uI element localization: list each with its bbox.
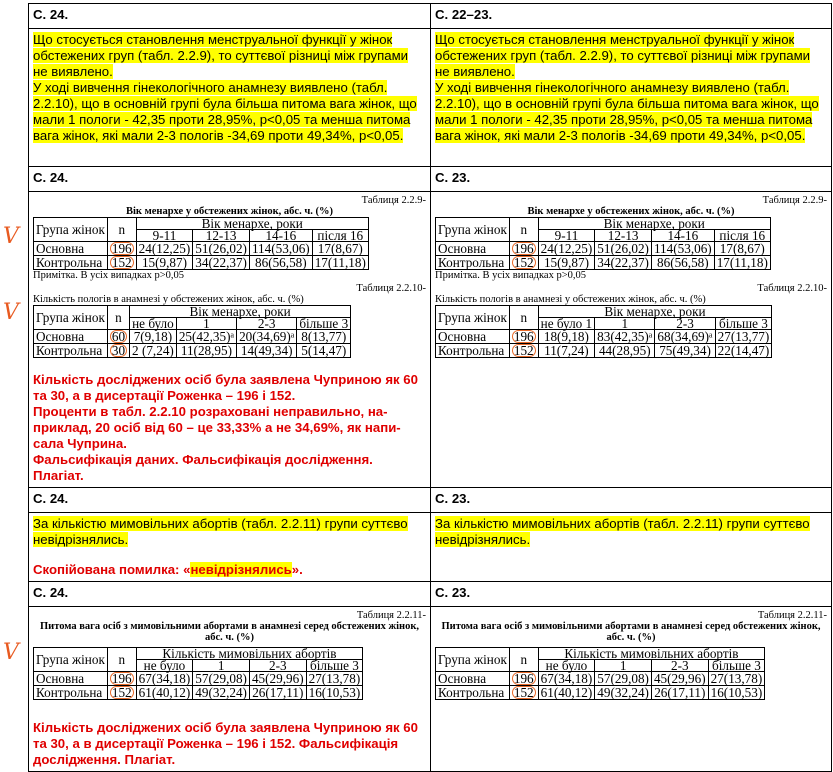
falsification-note-2: Кількість досліджених осіб була заявлена Чуприною як 60 та 30, а в дисертації Роженка – 196 і 152. Фальсифікація дослідження. Плагіат.: [33, 720, 418, 767]
cell: 67(34,18): [136, 672, 193, 686]
cell: 17(11,18): [312, 256, 368, 270]
col-header: 2-3: [249, 660, 306, 672]
col-header-n: n: [107, 306, 129, 330]
table-caption-title: Питома вага осіб з мимовільними абортами в анамнезі серед обстежених жінок, абс. ч. (%): [40, 621, 419, 643]
table-caption-number: Таблиця 2.2.11-: [356, 610, 426, 621]
table-2-2-11-left: [33, 610, 426, 700]
col-header-span: Вік менархе, роки: [136, 218, 368, 230]
circled-n: 60: [111, 329, 126, 344]
cell: Контрольна: [34, 686, 108, 700]
table-row: [34, 344, 351, 358]
cell: Основна: [34, 672, 108, 686]
cell: 67(34,18): [538, 672, 595, 686]
table-note: Примітка. В усіх випадках р>0,05: [33, 270, 185, 281]
page-ref-right-3: С. 23.: [431, 488, 832, 513]
table-caption-number: Таблиця 2.2.10-: [356, 283, 426, 294]
highlighted-paragraph: За кількістю мимовільних абортів (табл. 2.2.11) групи суттєво невідрізнялись.: [33, 516, 408, 547]
highlighted-paragraph: У ході вивчення гінекологічного анамнезу виявлено (табл. 2.2.10), що в основній групі була більша питома вага жінок, що мали 1 пологи - 42,35 проти 28,95%, р<0,05 та менша питома вага жінок, які мали 2-3 пологів -34,69 проти 49,34%, р<0,05.: [33, 80, 417, 143]
red-text: Проценти в табл. 2.2.10 розраховані неправильно, на-приклад, 20 осіб від 60 – це 33,33% а не 34,69%, як напи-сала Чуприна.: [33, 404, 401, 451]
cell: 26(17,11): [249, 686, 306, 700]
page-ref-left-2: С. 24.: [29, 167, 431, 192]
col-header: 12-13: [595, 230, 652, 242]
highlighted-paragraph: Що стосується становлення менструальної функції у жінок обстежених груп (табл. 2.2.9), то суттєвої різниці між групами не виявлено.: [435, 32, 811, 79]
cell: 27(13,78): [306, 672, 363, 686]
check-mark-icon: V: [3, 300, 19, 325]
cell: 17(8,67): [312, 242, 368, 256]
col-header-span: Вік менархе, роки: [130, 306, 351, 318]
cell: 24(12,25): [538, 242, 595, 256]
col-header: не було: [130, 318, 177, 330]
cell: Контрольна: [436, 344, 510, 358]
col-header: після 16: [714, 230, 770, 242]
col-header: 9-11: [538, 230, 595, 242]
table-row: [34, 242, 369, 256]
circled-n: 196: [111, 241, 132, 256]
table-caption-title: Кількість пологів в анамнезі у обстежених жінок, абс. ч. (%): [33, 294, 304, 305]
cell: 2 (7,24): [130, 344, 177, 358]
col-header: 1: [176, 318, 236, 330]
cell: 16(10,53): [306, 686, 363, 700]
col-header: більше 3: [306, 660, 363, 672]
abortions-table: [33, 647, 363, 700]
menarche-table: [33, 217, 369, 270]
cell: 15(9,87): [538, 256, 595, 270]
cell: 22(14,47): [715, 344, 772, 358]
circled-n: 196: [513, 329, 534, 344]
cell: 45(29,96): [651, 672, 708, 686]
col-header-span: Кількість мимовільних абортів: [136, 648, 363, 660]
highlighted-word: невідрізнялись: [190, 562, 292, 577]
red-text: Кількість досліджених осіб була заявлена Чуприною як 60 та 30, а в дисертації Роженка – 196 і 152.: [33, 372, 418, 403]
cell: 86(56,58): [651, 256, 714, 270]
col-header-group: Група жінок: [34, 306, 108, 330]
falsification-note-1: [33, 372, 426, 484]
col-header: 9-11: [136, 230, 193, 242]
col-header-span: Кількість мимовільних абортів: [538, 648, 765, 660]
cell: 114(53,06): [249, 242, 312, 256]
col-header: 2-3: [237, 318, 297, 330]
cell: 51(26,02): [193, 242, 250, 256]
cell: 8(13,77): [297, 330, 351, 344]
col-header-n: n: [107, 648, 136, 672]
cell: 27(13,78): [708, 672, 765, 686]
table-row: [436, 330, 772, 344]
col-header: 14-16: [651, 230, 714, 242]
text-cell-right-1: [431, 29, 832, 167]
abortions-table: [435, 647, 765, 700]
red-text: ».: [291, 562, 303, 577]
red-text: Фальсифікація даних. Фальсифікація дослідження. Плагіат.: [33, 452, 373, 483]
cell: 75(49,34): [655, 344, 715, 358]
table-row: [34, 672, 363, 686]
table-caption-title: Кількість пологів в анамнезі у обстежених жінок, абс. ч. (%): [435, 294, 706, 305]
cell: 16(10,53): [708, 686, 765, 700]
scan-cell-right-2: [431, 607, 832, 772]
cell: 34(22,37): [595, 256, 652, 270]
table-caption-title: Вік менархе у обстежених жінок, абс. ч. (%): [126, 206, 333, 217]
cell: Контрольна: [34, 344, 108, 358]
circled-n: 30: [111, 343, 126, 358]
cell: 49(32,24): [595, 686, 652, 700]
circled-n: 196: [513, 671, 534, 686]
page-ref-right-4: С. 23.: [431, 582, 832, 607]
cell: 45(29,96): [249, 672, 306, 686]
table-row: [436, 686, 765, 700]
table-row: [34, 330, 351, 344]
circled-n: 152: [513, 343, 534, 358]
cell: 34(22,37): [193, 256, 250, 270]
table-note: Примітка. В усіх випадках р>0,05: [435, 270, 587, 281]
table-2-2-11-right: [435, 610, 827, 700]
col-header-group: Група жінок: [436, 218, 510, 242]
cell: 11(7,24): [538, 344, 595, 358]
col-header: не було: [136, 660, 193, 672]
births-table: [33, 305, 351, 358]
col-header: більше 3: [708, 660, 765, 672]
table-caption-title: Вік менархе у обстежених жінок, абс. ч. (%): [527, 206, 735, 217]
cell: 25(42,35)ᵃ: [176, 330, 236, 344]
col-header: 14-16: [249, 230, 312, 242]
col-header-n: n: [107, 218, 136, 242]
table-row: [436, 242, 771, 256]
col-header-n: n: [509, 306, 538, 330]
cell: 15(9,87): [136, 256, 193, 270]
cell: Основна: [436, 330, 510, 344]
highlighted-paragraph: Що стосується становлення менструальної функції у жінок обстежених груп (табл. 2.2.9), то суттєвої різниці між групами не виявлено.: [33, 32, 409, 79]
col-header-span: Вік менархе, роки: [538, 218, 770, 230]
circled-n: 152: [513, 255, 534, 270]
text-cell-left-2: [29, 513, 431, 582]
cell: 20(34,69)ᵃ: [237, 330, 297, 344]
page-ref-right-2: С. 23.: [431, 167, 832, 192]
cell: 17(8,67): [714, 242, 770, 256]
circled-n: 196: [513, 241, 534, 256]
cell: 11(28,95): [176, 344, 236, 358]
circled-n: 152: [111, 255, 132, 270]
table-row: [436, 344, 772, 358]
table-caption-number: Таблиця 2.2.9-: [762, 195, 827, 206]
check-mark-icon: V: [3, 224, 19, 249]
table-caption-number: Таблиця 2.2.9-: [361, 195, 426, 206]
cell: 49(32,24): [193, 686, 250, 700]
cell: 86(56,58): [249, 256, 312, 270]
scan-cell-left-2: [29, 607, 431, 772]
cell: 26(17,11): [651, 686, 708, 700]
table-2-2-10-left: [33, 283, 426, 358]
col-header: 1: [193, 660, 250, 672]
col-header: 1: [595, 660, 652, 672]
highlighted-paragraph: У ході вивчення гінекологічного анамнезу виявлено (табл. 2.2.10), що в основній групі була більша питома вага жінок, що мали 1 пологи - 42,35 проти 28,95%, р<0,05 та менша питома вага жінок, які мали 2-3 пологів -34,69 проти 49,34%, р<0,05.: [435, 80, 819, 143]
cell: Контрольна: [34, 256, 108, 270]
col-header-group: Група жінок: [436, 306, 510, 330]
cell: Контрольна: [436, 686, 510, 700]
cell: 83(42,35)ᵃ: [595, 330, 655, 344]
copied-error-note: [33, 562, 426, 578]
col-header: 1: [595, 318, 655, 330]
table-row: [436, 672, 765, 686]
col-header: після 16: [312, 230, 368, 242]
cell: 61(40,12): [136, 686, 193, 700]
cell: 57(29,08): [595, 672, 652, 686]
page-ref-right-1: С. 22–23.: [431, 4, 832, 29]
circled-n: 196: [111, 671, 132, 686]
table-2-2-10-right: [435, 283, 827, 358]
cell: 24(12,25): [136, 242, 193, 256]
col-header: не було 1: [538, 318, 595, 330]
table-2-2-9-left: [33, 195, 426, 281]
col-header: більше 3: [297, 318, 351, 330]
cell: Основна: [436, 242, 510, 256]
cell: 61(40,12): [538, 686, 595, 700]
comparison-table: [28, 3, 832, 772]
table-row: [436, 256, 771, 270]
circled-n: 152: [111, 685, 132, 700]
table-row: [34, 686, 363, 700]
page-ref-left-1: С. 24.: [29, 4, 431, 29]
cell: 68(34,69)ᵃ: [655, 330, 715, 344]
col-header-group: Група жінок: [436, 648, 510, 672]
circled-n: 152: [513, 685, 534, 700]
cell: 18(9,18): [538, 330, 595, 344]
scan-cell-left-1: [29, 192, 431, 488]
col-header-n: n: [509, 218, 538, 242]
col-header: 2-3: [651, 660, 708, 672]
table-row: [34, 256, 369, 270]
col-header-group: Група жінок: [34, 648, 108, 672]
red-text: Скопійована помилка: «: [33, 562, 191, 577]
cell: 51(26,02): [595, 242, 652, 256]
col-header-span: Вік менархе, роки: [538, 306, 772, 318]
cell: 14(49,34): [237, 344, 297, 358]
col-header: не було: [538, 660, 595, 672]
table-caption-number: Таблиця 2.2.11-: [757, 610, 827, 621]
cell: Основна: [34, 330, 108, 344]
cell: 27(13,77): [715, 330, 772, 344]
text-cell-left-1: [29, 29, 431, 167]
text-cell-right-2: [431, 513, 832, 582]
cell: Основна: [34, 242, 108, 256]
births-table: [435, 305, 772, 358]
table-caption-title: Питома вага осіб з мимовільними абортами в анамнезі серед обстежених жінок, абс. ч. (%): [441, 621, 821, 643]
menarche-table: [435, 217, 771, 270]
col-header: 12-13: [193, 230, 250, 242]
table-caption-number: Таблиця 2.2.10-: [757, 283, 827, 294]
cell: 5(14,47): [297, 344, 351, 358]
cell: Основна: [436, 672, 510, 686]
col-header-group: Група жінок: [34, 218, 108, 242]
col-header: більше 3: [715, 318, 772, 330]
page-ref-left-3: С. 24.: [29, 488, 431, 513]
cell: Контрольна: [436, 256, 510, 270]
cell: 57(29,08): [193, 672, 250, 686]
scan-cell-right-1: [431, 192, 832, 488]
table-2-2-9-right: [435, 195, 827, 281]
highlighted-paragraph: За кількістю мимовільних абортів (табл. 2.2.11) групи суттєво невідрізнялись.: [435, 516, 810, 547]
cell: 7(9,18): [130, 330, 177, 344]
check-mark-icon: V: [3, 640, 19, 665]
col-header-n: n: [509, 648, 538, 672]
page-ref-left-4: С. 24.: [29, 582, 431, 607]
col-header: 2-3: [655, 318, 715, 330]
cell: 44(28,95): [595, 344, 655, 358]
cell: 114(53,06): [651, 242, 714, 256]
cell: 17(11,18): [714, 256, 770, 270]
